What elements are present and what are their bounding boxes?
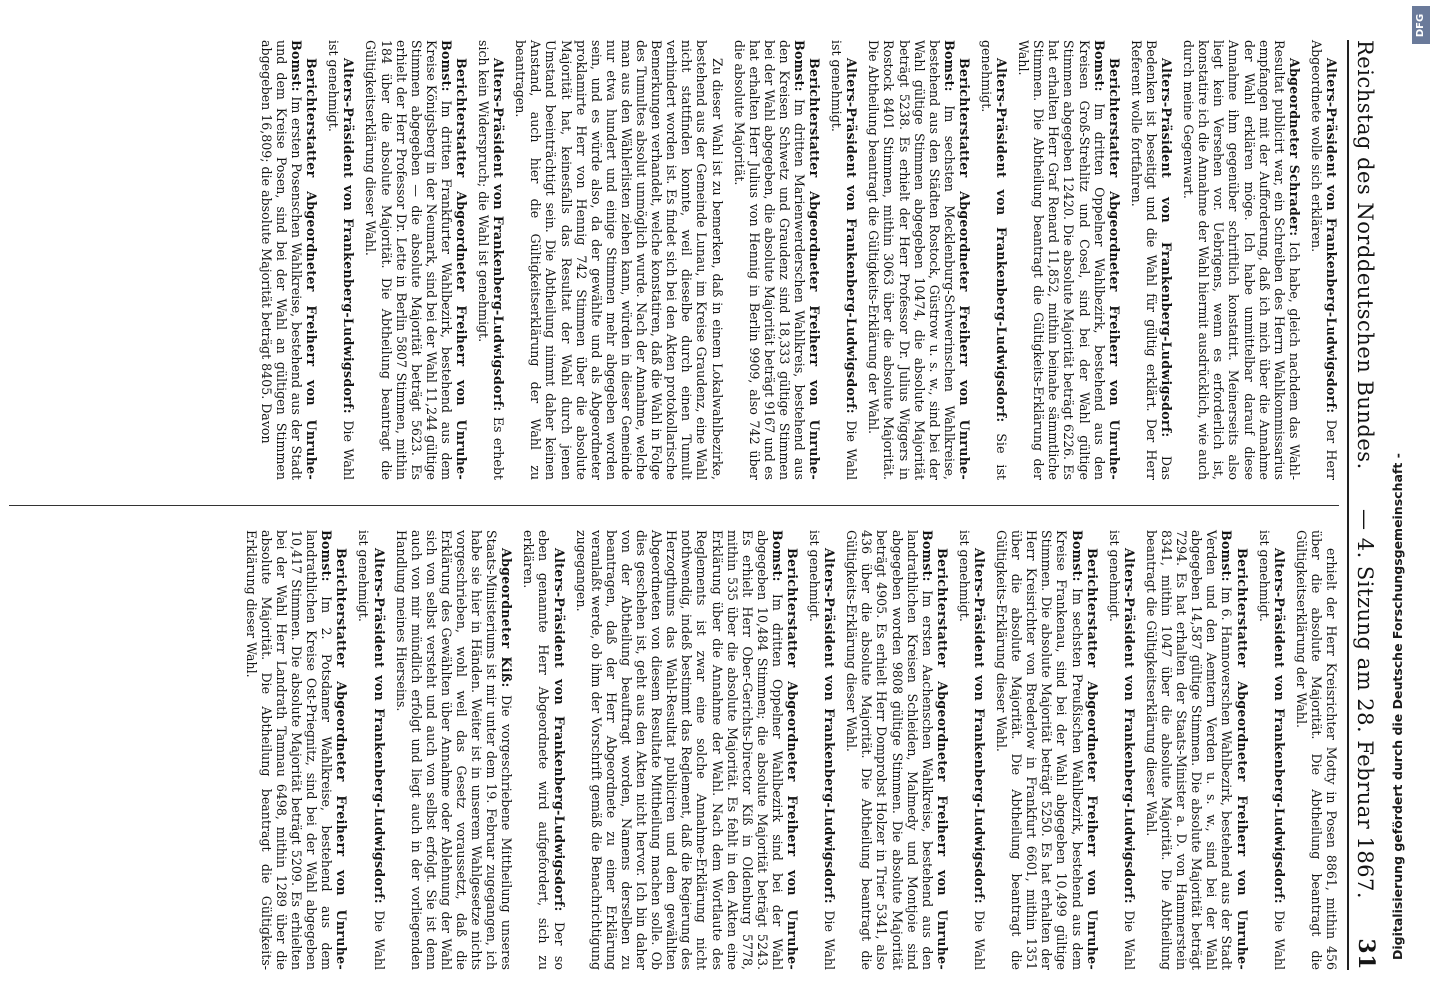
paragraph-text: Im dritten Oppelner Wahlbezirk sind bei der Wahl abgegeben 10,484 Stimmen; die absolute Majorität beträgt 5243. Es erhielt Herr Ober-Gerichts-Director Kiß in Oldenburg 5778, mithin 535 über die absolute Majorität. Es fehlt in den Akten eine Erklärung über die Annahme der Wahl. Nach dem Wortlaute des Reglements ist zwar eine solche Annahme-Erklärung nicht nothwendig, indeß bestimmt das Reglement, daß die Regierung des Herzogthums das Wahl-Resultat publiciren und dem gewählten Abgeordneten von diesem Resultate Mittheilung machen solle. Ob dies geschehen ist, geht aus den Akten nicht hervor. Ich bin daher von der Abtheilung beauftragt worden, Namens derselben zu beantragen, daß der Herr Abgeordnete zu einer Erklärung veranlaßt werde, ob ihm der Vorschrift gemäß die Benachrichtigung zugegangen. xyxy=(573,530,785,970)
paragraph xyxy=(844,530,950,970)
dfg-logo: DFG xyxy=(1412,6,1430,44)
speaker-name: Berichterstatter Abgeordneter Freiherr von Unruhe-Bomst: xyxy=(769,530,800,970)
paragraph xyxy=(1144,530,1250,970)
column-divider xyxy=(9,505,1339,506)
paragraph-text: Ich habe, gleich nachdem das Wahl-Resultat publicirt war, ein Schreiben des Herrn Wahlkommissarius empfangen mit der Aufforderung, daß ich mich über die Annahme der Wahl erklären möge. Ich habe unmittelbar darauf diese Annahme ihm gegenüber schriftlich konstatirt. Meinerseits also liegt kein Versehen vor. Uebrigens, wenn es erforderlich ist, konstatire ich die Annahme der Wahl hiermit ausdrücklich, wie auch durch meine Gegenwart. xyxy=(1181,40,1302,480)
paragraph xyxy=(1129,40,1174,480)
speaker-name: Alters-Präsident von Frankenberg-Ludwigsdorf: xyxy=(1271,548,1287,904)
paragraph-text: erhielt der Herr Kreisrichter Motty in Posen 8861, mithin 456 über die absolute Majorität. Die Abtheilung beantragt die Gültigkeitserklärung der Wahl. xyxy=(1293,530,1339,970)
speaker-name: Alters-Präsident von Frankenberg-Ludwigsdorf: xyxy=(1159,58,1175,438)
paragraph-text: Zu dieser Wahl ist zu bemerken, daß in einem Lokalwahlbezirke, bestehend aus der Gemeinde Lunau, im Kreise Graudenz, eine Wahl nicht stattfinden konnte, weil dieselbe durch einen Tumult verhindert worden ist. Es findet sich bei den Akten protokollarische Bemerkungen verhandelt, welche konstatiren, daß die Wahl in Folge des Tumultes absolut unmöglich wurde. Nach der Annahme, welche man aus den Wählerlisten ziehen kann, würden in dieser Gemeinde nur etwa hundert und einige Stimmen mehr abgegeben worden sein, und es würde also, da der gewählte und als Abgeordneter proklamirte Herr von Hennig 742 Stimmen über die absolute Majorität hat, keinesfalls das Resultat der Wahl durch jenen Umstand beeinträchtigt sein. Die Abtheilung nimmt daher keinen Anstand, auch hier die Gültigkeitserklärung der Wahl zu beantragen. xyxy=(513,40,725,480)
speaker-name: Abgeordneter Kiß: xyxy=(499,548,515,688)
paragraph xyxy=(244,530,350,970)
paragraph-text: Der Herr Abgeordnete wolle sich erklären. xyxy=(1308,40,1339,480)
paragraph xyxy=(363,40,469,480)
paragraph-text: Die Wahl ist genehmigt. xyxy=(326,40,357,480)
page-header xyxy=(1347,40,1385,970)
speaker-name: Berichterstatter Abgeordneter Freiherr von Unruhe-Bomst: xyxy=(941,40,972,480)
paragraph xyxy=(326,40,356,480)
paragraph-text: Die Wahl ist genehmigt. xyxy=(829,40,860,480)
paragraph xyxy=(866,40,972,480)
paragraph-text: Die vorgeschriebene Mittheilung unseres Staats-Ministeriums ist mir unter dem 19. Februar zugegangen, ich habe sie hier in Händen. Weiter ist in unserem Wahlgesetze nichts vorgeschrieben, wohl weil das Gesetz voraussetzt, daß die Erklärung des Gewählten über Annahme oder Ablehnung der Wahl sich von selbst versteht und auch von selbst erfolgt. Sie ist denn auch von mir mündlich erfolgt und liegt auch in der vorliegenden Handlung meines Hierseins. xyxy=(393,530,515,971)
header-title: Reichstag des Norddeutschen Bundes. xyxy=(1353,40,1377,470)
speaker-name: Berichterstatter Abgeordneter Freiherr von Unruhe-Bomst: xyxy=(1091,40,1122,480)
paragraph-text: Das Bedenken ist beseitigt und die Wahl für gültig erklärt. Der Herr Referent wolle fortfahren. xyxy=(1128,40,1175,480)
paragraph xyxy=(394,530,515,970)
speaker-name: Alters-Präsident von Frankenberg-Ludwigsdorf: xyxy=(822,548,838,904)
paragraph xyxy=(732,40,823,480)
paragraph xyxy=(476,40,506,480)
paragraph-text: Im 6. Hannoverschen Wahlbezirk, bestehend aus der Stadt Verden und den Aemtern Verden u. s. w., sind bei der Wahl abgegeben 14,587 gültige Stimmen. Die absolute Majorität beträgt 7294. Es hat erhalten der Staats-Minister a. D. von Hammerstein 8341, mithin 1047 über die absolute Majorität. Die Abtheilung beantragt die Gültigkeitserklärung dieser Wahl. xyxy=(1143,530,1235,970)
paragraph-text: Die Wahl ist genehmigt. xyxy=(956,530,988,970)
paragraph-text: Im sechsten Preußischen Wahlbezirk, bestehend aus dem Kreise Frankenau, sind bei der Wahl abgegeben 10,499 gültige Stimmen. Die absolute Majorität beträgt 5250. Es hat erhalten der Herr Kreisrichter von Brederlow in Frankfurt 6601, mithin 1351 über die absolute Majorität. Die Abtheilung beantragt die Gültigkeits-Erklärung dieser Wahl. xyxy=(994,530,1085,970)
paragraph xyxy=(574,530,800,970)
paragraph xyxy=(1107,530,1137,970)
paragraph-text: Im ersten Posenschen Wahlkreise, bestehend aus der Stadt und dem Kreise Posen, sind bei der Wahl an gültigen Stimmen abgegeben 16,809; die absolute Majorität beträgt 8405. Davon xyxy=(258,40,305,480)
speaker-name: Berichterstatter Abgeordneter Freiherr von Unruhe-Bomst: xyxy=(1069,530,1100,970)
paragraph xyxy=(513,40,724,480)
paragraph-text: Die Wahl ist genehmigt. xyxy=(356,530,387,970)
paragraph xyxy=(1181,40,1302,480)
speaker-name: Alters-Präsident von Frankenberg-Ludwigsdorf: xyxy=(551,548,567,912)
speaker-name: Alters-Präsident von Frankenberg-Ludwigsdorf: xyxy=(1324,58,1339,414)
paragraph-text: Die Wahl ist genehmigt. xyxy=(1106,530,1137,970)
speaker-name: Abgeordneter Schrader: xyxy=(1286,58,1302,237)
speaker-name: Alters-Präsident von Frankenberg-Ludwigsdorf: xyxy=(994,58,1010,423)
header-session: — 4. Sitzung am 28. Februar 1867. xyxy=(1353,509,1377,900)
paragraph-text: Sie ist genehmigt. xyxy=(979,40,1010,480)
speaker-name: Berichterstatter Abgeordneter Freiherr von Unruhe-Bomst: xyxy=(1219,530,1250,970)
right-column xyxy=(244,530,1339,970)
speaker-name: Alters-Präsident von Frankenberg-Ludwigsdorf: xyxy=(491,58,507,412)
paragraph-text: Im dritten Oppelner Wahlbezirk, bestehend aus den Kreisen Groß-Strehlitz und Cosel, sind bei der Wahl gültige Stimmen abgegeben 12420. Die absolute Majorität beträgt 6226. Es hat erhalten Herr Graf Renard 11,852, mithin beinahe sämmtliche Stimmen. Die Abtheilung beantragt die Gültigkeits-Erklärung der Wahl. xyxy=(1016,40,1107,480)
paragraph-text: Im dritten Frankfurter Wahlbezirk, bestehend aus dem Kreise Königsberg in der Neumark, sind bei der Wahl 11,244 gültige Stimmen abgegeben — die absolute Majorität beträgt 5623. Es erhielt der Herr Professor Dr. Lette in Berlin 5807 Stimmen, mithin 184 über die absolute Majorität. Die Abtheilung beantragt die Gültigkeitserklärung dieser Wahl. xyxy=(363,40,454,480)
speaker-name: Berichterstatter Abgeordneter Freiherr von Unruhe-Bomst: xyxy=(319,530,350,970)
paragraph xyxy=(1016,40,1122,480)
speaker-name: Alters-Präsident von Frankenberg-Ludwigsdorf: xyxy=(341,58,357,414)
paragraph-text: Im dritten Marienwerderschen Wahlkreis, bestehend aus den Kreisen Schwetz und Graudenz sind 18,333 gültige Stimmen bei der Wahl abgegeben, die absolute Majorität beträgt 9167 und es hat erhalten Herr Julius von Hennig in Berlin 9909, also 742 über die absolute Majorität. xyxy=(731,40,807,480)
paragraph-text: Der so eben genannte Herr Abgeordnete wird aufgefordert, sich zu erklären. xyxy=(521,530,567,970)
paragraph xyxy=(521,530,566,970)
left-column xyxy=(259,40,1339,480)
paragraph-text: Die Wahl ist genehmigt. xyxy=(807,530,838,970)
speaker-name: Berichterstatter Abgeordneter Freiherr von Unruhe-Bomst: xyxy=(792,40,823,480)
paragraph-text: Im ersten Aachenschen Wahlkreise, bestehend aus den landrathlichen Kreisen Schleiden, Malmedy und Montjoie sind abgegeben worden 9808 gültige Stimmen. Die absolute Majorität beträgt 4905. Es erhielt Herr Domprobst Holzer in Trier 5341, also 436 über die absolute Majorität. Die Abtheilung beantragt die Gültigkeits-Erklärung dieser Wahl. xyxy=(844,530,935,970)
page-number: 31 xyxy=(1353,938,1379,970)
speaker-name: Alters-Präsident von Frankenberg-Ludwigsdorf: xyxy=(972,548,988,904)
paragraph xyxy=(994,530,1100,970)
paragraph xyxy=(829,40,859,480)
paragraph xyxy=(259,40,319,480)
speaker-name: Alters-Präsident von Frankenberg-Ludwigsdorf: xyxy=(371,548,387,904)
paragraph-text: Im 2. Potsdamer Wahlkreise, bestehend aus dem landrathlichen Kreise Ost-Priegnitz, sind bei der Wahl abgegeben 10,417 Stimmen. Die absolute Majorität beträgt 5209. Es erhielten bei der Wahl Herr Landrath Tamnau 6498, mithin 1289 über die absolute Majorität. Die Abtheilung beantragt die Gültigkeits-Erklärung dieser Wahl. xyxy=(243,530,335,970)
paragraph-text: Im sechsten Mecklenburg-Schwerinschen Wahlkreise, bestehend aus den Städten Rostock, Güstrow u. s. w., sind bei der Wahl gültige Stimmen abgegeben 10474, die absolute Majorität beträgt 5238. Es erhielt der Herr Professor Dr. Julius Wiggers in Rostock 8401 Stimmen, mithin 3063 über die absolute Majorität. Die Abtheilung beantragt die Gültigkeits-Erklärung der Wahl. xyxy=(866,40,957,480)
paragraph xyxy=(356,530,386,970)
paragraph-text: Es erhebt sich kein Widerspruch; die Wahl ist genehmigt. xyxy=(476,40,507,480)
paragraph xyxy=(1309,40,1339,480)
paragraph xyxy=(957,530,987,970)
paragraph xyxy=(807,530,837,970)
digitization-notice: Digitalisierung gefördert durch die Deutsche Forschungsgemeinschaft - xyxy=(1390,453,1405,960)
paragraph xyxy=(1257,530,1287,970)
paragraph-text: Die Wahl ist genehmigt. xyxy=(1256,530,1287,970)
speaker-name: Alters-Präsident von Frankenberg-Ludwigsdorf: xyxy=(844,58,860,414)
paragraph xyxy=(1294,530,1339,970)
speaker-name: Alters-Präsident von Frankenberg-Ludwigsdorf: xyxy=(1121,548,1137,904)
speaker-name: Berichterstatter Abgeordneter Freiherr von Unruhe-Bomst: xyxy=(289,40,320,480)
speaker-name: Berichterstatter Abgeordneter Freiherr von Unruhe-Bomst: xyxy=(438,40,470,480)
speaker-name: Berichterstatter Abgeordneter Freiherr von Unruhe-Bomst: xyxy=(919,530,950,970)
paragraph xyxy=(979,40,1009,480)
